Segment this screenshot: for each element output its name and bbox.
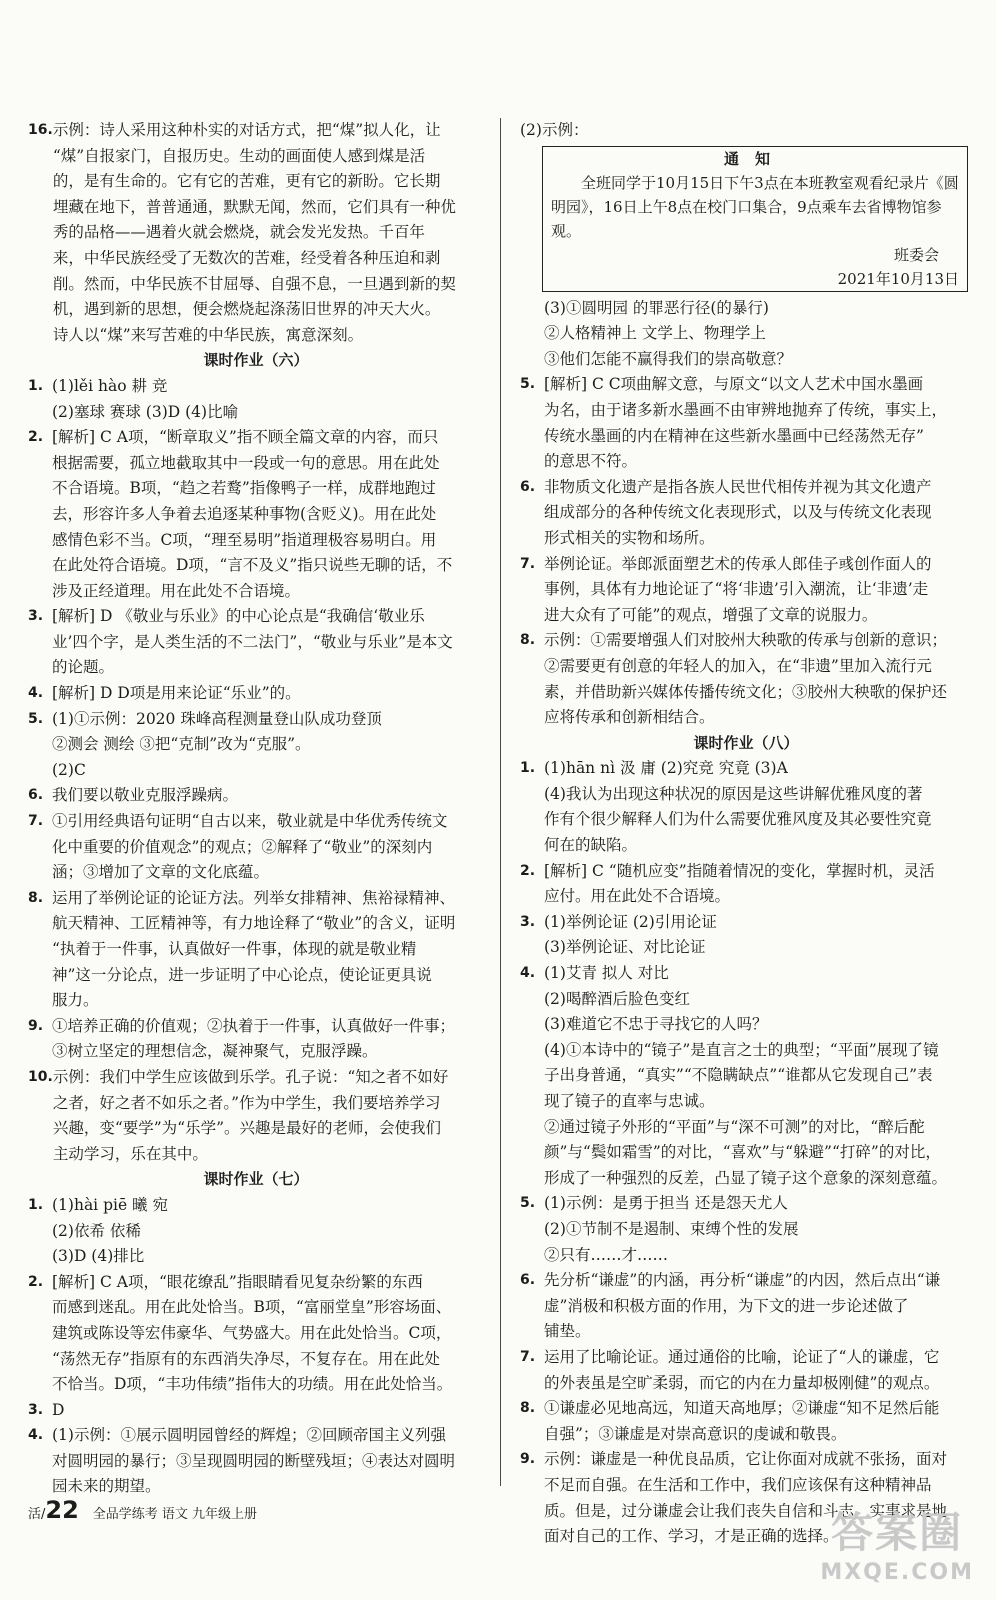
answer-text: [52, 1270, 484, 1398]
answer-line: 形成了一种强烈的反差，凸显了镜子这个意象的深刻意蕴。: [544, 1168, 948, 1187]
answer-item: [520, 1268, 972, 1345]
question-number: 1.: [28, 377, 44, 394]
book-title: 全品学练考 语文 九年级上册: [92, 1507, 258, 1522]
section-title: 课时作业（七）: [203, 1170, 309, 1189]
answer-line: 不恰当。D项，“丰功伟绩”指伟大的功绩。用在此处恰当。: [52, 1375, 453, 1394]
answer-line: 应将传承和创新相结合。: [544, 708, 715, 727]
answer-line: [解析] C A项，“眼花缭乱”指眼睛看见复杂纷繁的东西: [52, 1272, 423, 1291]
question-number: 4.: [520, 965, 536, 982]
answer-text: [544, 756, 972, 782]
answer-text: [53, 118, 484, 348]
answer-item: [28, 783, 484, 809]
answer-line: (1)hān nì 汲 庸 (2)究竞 究竟 (3)A: [544, 759, 788, 778]
answer-subitem: [520, 987, 972, 1192]
answer-line: 不合语境。B项，“趋之若鹜”指像鸭子一样，成群地跑过: [52, 479, 436, 498]
answer-line: ②测会 测绘 ③把“克制”改为“克服”。: [52, 735, 311, 754]
answer-text: [544, 910, 972, 936]
answer-item: [28, 1423, 484, 1500]
question-number: 4.: [28, 685, 44, 702]
question-number: 5.: [28, 710, 44, 727]
answer-text: [544, 961, 972, 987]
question-number: 8.: [520, 632, 536, 649]
answer-subitem: [520, 1217, 972, 1268]
question-number: 7.: [520, 555, 536, 572]
answer-line: 进大众有了可能”的观点，增强了文章的说服力。: [544, 605, 878, 624]
answer-item: [520, 859, 972, 910]
question-number: 10.: [28, 1068, 53, 1085]
answer-line: (1)示例：①展示圆明园曾经的辉煌；②回顾帝国主义列强: [52, 1426, 446, 1445]
page-footer: [28, 1496, 257, 1524]
question-number: 7.: [28, 813, 44, 830]
answer-line: 而感到迷乱。用在此处恰当。B项，“富丽堂皇”形容场面、: [52, 1298, 452, 1317]
answer-line: [解析] D 《敬业与乐业》的中心论点是“我确信‘敬业乐: [52, 607, 425, 626]
answer-line: (4)①本诗中的“镜子”是直言之士的典型；“平面”展现了镜: [544, 1040, 939, 1059]
notice-title: 通知: [723, 149, 786, 168]
answer-line: 园未来的期望。: [52, 1477, 161, 1496]
answer-line: 虚”消极和积极方面的作用，为下文的进一步论述做了: [544, 1296, 909, 1315]
answer-line: 根据需要，孤立地截取其中一段或一句的意思。用在此处: [52, 453, 440, 472]
answer-line: 组成部分的各种传统文化表现形式，以及与传统文化表现: [544, 503, 932, 522]
answer-line: (2)C: [52, 760, 86, 779]
question-number: 8.: [28, 889, 44, 906]
answer-text: [544, 475, 972, 552]
answer-line: 的意思不符。: [544, 452, 638, 471]
answer-item: [28, 604, 484, 681]
answer-line: 自强”；③谦虚是对崇高意识的虔诚和敬畏。: [544, 1424, 847, 1443]
answer-text: [544, 1345, 972, 1396]
question-number: 5.: [520, 376, 536, 393]
answer-line: 秀的品格——遇着火就会燃烧，就会发光发热。千百年: [52, 223, 425, 242]
question-number: 3.: [28, 608, 44, 625]
answer-item: [520, 475, 972, 552]
answer-item: [520, 1345, 972, 1396]
answer-text: [52, 1398, 484, 1424]
answer-item: [28, 374, 484, 400]
answer-item: [28, 1270, 484, 1398]
answer-text: [52, 783, 484, 809]
answer-line: 诗人以“煤”来写苦难的中华民族，寓意深刻。: [52, 325, 364, 344]
answer-line: “煤”自报家门，自报历史。生动的画面使人感到煤是活: [52, 146, 426, 165]
page-number: 活/22: [28, 1496, 79, 1524]
answer-item: [520, 756, 972, 782]
answer-subitem: [520, 935, 972, 961]
answer-line: 感情色彩不当。C项，“理至易明”指道理极容易明白。用: [52, 530, 437, 549]
answer-line: 示例：诗人采用这种朴实的对话方式，把“煤”拟人化，让: [52, 121, 441, 139]
answer-line: 作有个很少解释人们为什么需要优雅风度及其必要性究竟: [544, 810, 932, 829]
answer-line: (2)塞球 赛球 (3)D (4)比喻: [52, 402, 239, 421]
answer-line: 何在的缺陷。: [544, 836, 638, 855]
answer-text: [544, 372, 972, 474]
answer-line: 兴趣，变“要学”为“乐学”。兴趣是最好的老师，会使我们: [52, 1119, 442, 1138]
answer-line: 削。然而，中华民族不甘屈辱、自强不息，一旦遇到新的契: [52, 274, 456, 293]
question-number: 9.: [28, 1017, 44, 1034]
answer-line: ①谦虚必见地高远，知道天高地厚；②谦虚“知不足然后能: [544, 1399, 940, 1418]
answer-line: 埋藏在地下，普普通通，默默无闻，然而，它们具有一种优: [52, 197, 456, 216]
answer-item: [520, 961, 972, 987]
answer-item: [28, 1065, 484, 1167]
answer-line: 示例：我们中学生应该做到乐学。孔子说：“知之者不如好: [52, 1067, 449, 1086]
answer-item: [28, 1193, 484, 1219]
answer-text: [52, 707, 484, 733]
answer-line: (1)lěi hào 耕 竞: [52, 376, 168, 395]
answer-line: (2)依希 依稀: [52, 1221, 141, 1240]
answer-line: (1)艾青 拟人 对比: [544, 964, 669, 983]
answer-line: 示例：①需要增强人们对胶州大秧歌的传承与创新的意识；: [544, 631, 948, 650]
answer-line: 子出身普通，“真实”“不隐瞒缺点”“谁都从它发现自己”表: [544, 1066, 933, 1085]
answer-line: 涉及正经道理。用在此处不合语境。: [52, 581, 301, 600]
answer-text: [52, 374, 484, 400]
answer-text: [544, 1396, 972, 1447]
answer-line: (1)举例论证 (2)引用论证: [544, 912, 717, 931]
answer-line: 来，中华民族经受了无数次的苦难，经受着各种压迫和剥: [52, 248, 441, 267]
answer-line: 的，是有生命的。它有它的苦难，更有它的新盼。它长期: [52, 172, 441, 191]
answer-text: [544, 859, 972, 910]
answer-item: [520, 1396, 972, 1447]
question-number: 9.: [520, 1451, 536, 1468]
question-number: 4.: [28, 1427, 44, 1444]
answer-line: 神”这一分论点，进一步证明了中心论点，使论证更具说: [52, 965, 432, 984]
answer-line: ②需要更有创意的年轻人的加入，在“非遗”里加入流行元: [544, 656, 932, 675]
answer-line: 运用了比喻论证。通过通俗的比喻，论证了“人的谦虚，它: [544, 1347, 940, 1366]
answer-line: 涵；③增加了文章的文化底蕴。: [52, 863, 270, 882]
answer-line: [解析] D D项是用来论证“乐业”的。: [52, 684, 301, 703]
answer-line: 不足而自强。在生活和工作中，我们应该保有这种精神品: [544, 1475, 932, 1494]
answer-line: 事例，具体有力地论证了“将‘非遗’引入潮流，让‘非遗’走: [544, 580, 929, 599]
answer-line: “执着于一件事，认真做好一件事，体现的就是敬业精: [52, 940, 417, 958]
answer-line: (1)①示例：2020 珠峰高程测量登山队成功登顶: [52, 709, 382, 728]
answer-subitem: [28, 1219, 484, 1270]
question-number: 7.: [520, 1348, 536, 1365]
answer-text: [52, 886, 484, 1014]
answer-line: 素，并借助新兴媒体传播传统文化；③胶州大秧歌的保护还: [544, 682, 948, 701]
answer-item: [28, 809, 484, 886]
question-number: 1.: [520, 760, 536, 777]
answer-line: (2)①节制不是遏制、束缚个性的发展: [544, 1219, 799, 1238]
question-number: 5.: [520, 1195, 536, 1212]
answer-line: [解析] C A项，“断章取义”指不顾全篇文章的内容，而只: [52, 428, 439, 447]
column-divider: [500, 118, 501, 1486]
answer-line: 现了镜子的直率与忠诚。: [544, 1092, 715, 1110]
notice-box: [542, 146, 968, 292]
answer-subitem: [28, 732, 484, 783]
answer-item: [520, 372, 972, 474]
answer-line: (1)hài piē 曦 宛: [52, 1195, 168, 1214]
answer-line: 应付。用在此处不合语境。: [544, 887, 731, 906]
answer-line: ③树立坚定的理想信念，凝神聚气，克服浮躁。: [52, 1042, 378, 1061]
answer-line: 业’四个字，是人类生活的不二法门”，“敬业与乐业”是本文: [52, 632, 453, 651]
answer-line: 举例论证。举郎派面塑艺术的传承人郎佳子彧创作面人的: [544, 554, 932, 573]
answer-line: ②人格精神上 文学上、物理学上: [544, 324, 766, 343]
answer-line: 面对自己的工作、学习，才是正确的选择。: [544, 1527, 839, 1546]
answer-line: 航天精神、工匠精神等，有力地诠释了“敬业”的含义，证明: [52, 914, 456, 933]
question-number: 2.: [28, 1273, 44, 1290]
answer-line: 的论题。: [52, 658, 115, 677]
notice-signature: 班委会: [893, 245, 939, 264]
answer-line: 化中重要的价值观念”的观点；②解释了“敬业”的深刻内: [52, 837, 433, 856]
answer-line: ①培养正确的价值观；②执着于一件事，认真做好一件事；: [52, 1016, 456, 1035]
answer-line: ③他们怎能不赢得我们的崇高敬意？: [544, 349, 793, 368]
answer-line: (3)D (4)排比: [52, 1247, 145, 1266]
answer-line: 为名，由于诸多新水墨画不由审辨地抛弃了传统，事实上，: [544, 400, 948, 419]
answer-line: [解析] C “随机应变”指随着情况的变化，掌握时机，灵活: [544, 861, 935, 880]
question-number: 8.: [520, 1400, 536, 1417]
answer-text: [53, 1065, 484, 1167]
answer-line: [解析] C C项曲解文意，与原文“以文人艺术中国水墨画: [544, 375, 924, 394]
question-number: 3.: [520, 913, 536, 930]
answer-item: [28, 425, 484, 604]
answer-line: 非物质文化遗产是指各族人民世代相传并视为其文化遗产: [544, 477, 932, 496]
question-number: 6.: [520, 1272, 536, 1289]
question-number: 6.: [28, 787, 44, 804]
notice-body: 全班同学于10月15日下午3点在本班教室观看纪录片《圆明园》，16日上午8点在校门口集合，9点乘车去省博物馆参观。: [551, 173, 959, 240]
answer-item: [28, 681, 484, 707]
notice-date: 2021年10月13日: [837, 269, 959, 288]
answer-text: [52, 1193, 484, 1219]
question-number: 2.: [520, 862, 536, 879]
answer-line: 建筑或陈设等宏伟豪华、气势盛大。用在此处恰当。C项，: [52, 1323, 452, 1342]
answer-line: 铺垫。: [544, 1322, 591, 1341]
section-title: 课时作业（六）: [203, 351, 309, 370]
answer-line: 去，形容许多人争着去追逐某种事物(含贬义)。用在此处: [52, 504, 437, 523]
answer-line: (3)①圆明园 的罪恶行径(的暴行): [544, 298, 769, 317]
answer-item: [520, 1191, 972, 1217]
left-column: [28, 118, 484, 1500]
answer-line: (1)示例：是勇于担当 还是怨天尤人: [544, 1194, 788, 1213]
answer-line: D: [52, 1400, 65, 1419]
answer-line: 服力。: [52, 991, 99, 1010]
answer-line: 对圆明园的暴行；③呈现圆明园的断壁残垣；④表达对圆明: [52, 1451, 456, 1470]
question-number: 2.: [28, 429, 44, 446]
answer-line: 在此处符合语境。D项，“言不及义”指只说些无聊的话，不: [52, 556, 453, 575]
answer-line: 我们要以敬业克服浮躁病。: [52, 786, 239, 805]
answer-line: 机，遇到新的思想，便会燃烧起涤荡旧世界的冲天大火。: [52, 300, 441, 319]
answer-line: 示例：谦虚是一种优良品质，它让你面对成就不张扬，面对: [544, 1450, 948, 1469]
answer-text: [52, 1014, 484, 1065]
answer-text: [52, 604, 484, 681]
answer-text: [544, 552, 972, 629]
answer-line: (3)难道它不忠于寻找它的人吗？: [544, 1015, 768, 1034]
question-number: 1.: [28, 1196, 44, 1213]
answer-line: “荡然无存”指原有的东西消失净尽，不复存在。用在此处: [52, 1349, 440, 1368]
answer-text: [544, 628, 972, 730]
answer-line: 主动学习，乐在其中。: [52, 1144, 208, 1163]
question-number: 16.: [28, 122, 53, 138]
answer-line: 形式相关的实物和场所。: [544, 528, 715, 547]
answer-line: 运用了举例论证的论证方法。列举女排精神、焦裕禄精神、: [52, 888, 456, 907]
answer-line: ②只有……才……: [544, 1245, 669, 1264]
answer-subitem: [520, 296, 972, 373]
answer-line: ②通过镜子外形的“平面”与“深不可测”的对比，“醉后酡: [544, 1117, 925, 1136]
answer-line: (2)喝醉酒后脸色变红: [544, 989, 690, 1008]
answer-line: 的外表虽是空旷柔弱，而它的内在力量却极刚健”的观点。: [544, 1373, 940, 1392]
question-number: 3.: [28, 1401, 44, 1418]
right-answers: [520, 296, 972, 1550]
answer-item: [28, 886, 484, 1014]
answer-item: [520, 628, 972, 730]
answer-text: [52, 809, 484, 886]
answer-text: [52, 425, 484, 604]
answer-item: [520, 910, 972, 936]
answer-text: [52, 1423, 484, 1500]
answer-line: 之者，好之者不如乐之者。”作为中学生，我们要培养学习: [52, 1093, 441, 1112]
answer-line: 先分析“谦虚”的内涵，再分析“谦虚”的内因，然后点出“谦: [544, 1271, 941, 1290]
answer-item: [28, 707, 484, 733]
answer-line: 传统水墨画的内在精神在这些新水墨画中已经荡然无存”: [544, 426, 924, 445]
answer-line: ①引用经典语句证明“自古以来，敬业就是中华优秀传统文: [52, 812, 448, 831]
notice-intro: (2)示例：: [520, 121, 589, 139]
answer-text: [52, 681, 484, 707]
answer-subitem: [28, 400, 484, 426]
section-title: 课时作业（八）: [693, 733, 799, 752]
answer-item: [520, 552, 972, 629]
answer-item: [28, 1398, 484, 1424]
answer-item: [28, 1014, 484, 1065]
answer-item: [28, 118, 484, 348]
answer-text: [544, 1268, 972, 1345]
answer-line: (4)我认为出现这种状况的原因是这些讲解优雅风度的著: [544, 784, 923, 803]
answer-line: (3)举例论证、对比论证: [544, 938, 706, 957]
answer-text: [544, 1191, 972, 1217]
watermark-logo: 答案圈 MXQE.COM: [820, 1508, 974, 1585]
question-number: 6.: [520, 478, 536, 495]
answer-line: 质。但是，过分谦虚会让我们丧失自信和斗志，实事求是地: [544, 1501, 948, 1520]
right-column: [520, 118, 972, 1550]
answer-subitem: [520, 782, 972, 859]
answer-line: 颜”与“鬓如霜雪”的对比，“喜欢”与“躲避”“打碎”的对比，: [544, 1143, 941, 1162]
